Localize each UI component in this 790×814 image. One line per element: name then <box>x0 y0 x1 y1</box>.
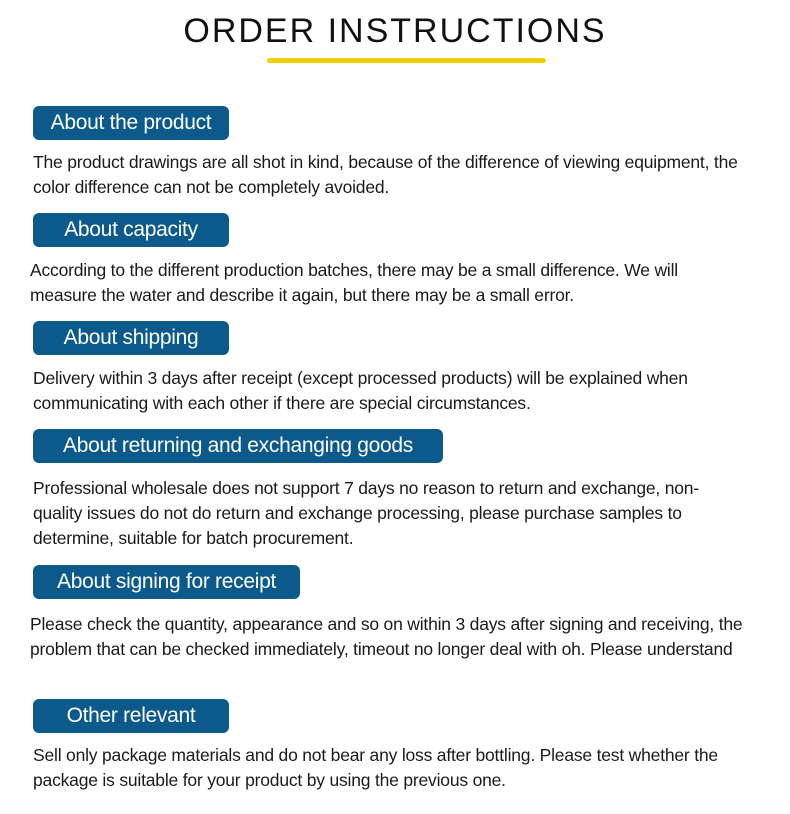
section-body-product: The product drawings are all shot in kind, because of the difference of viewing equipment, the color difference can not be completely avoided. <box>33 152 738 197</box>
section-header-other: Other relevant <box>33 699 229 733</box>
section-header-returns: About returning and exchanging goods <box>33 429 443 463</box>
section-header-shipping: About shipping <box>33 321 229 355</box>
section-body-receipt: Please check the quantity, appearance and so on within 3 days after signing and receiving, the problem that can be checked immediately, timeout no longer deal with oh. Please understand <box>30 614 743 659</box>
section-header-product: About the product <box>33 106 229 140</box>
title-underline <box>267 58 546 63</box>
section-body-shipping: Delivery within 3 days after receipt (except processed products) will be explained when communicating with each other if there are special circumstances. <box>33 368 688 413</box>
page-title: ORDER INSTRUCTIONS <box>183 12 607 50</box>
section-body-other: Sell only package materials and do not bear any loss after bottling. Please test whether the package is suitable for your product by using the previous one. <box>33 745 718 790</box>
section-body-capacity: According to the different production batches, there may be a small difference. We will measure the water and describe it again, but there may be a small error. <box>30 260 678 305</box>
section-header-capacity: About capacity <box>33 213 229 247</box>
section-header-receipt: About signing for receipt <box>33 565 300 599</box>
section-body-returns: Professional wholesale does not support 7 days no reason to return and exchange, non-quality issues do not do return and exchange processing, please purchase samples to determine, suitable for batch procurement. <box>33 478 699 548</box>
